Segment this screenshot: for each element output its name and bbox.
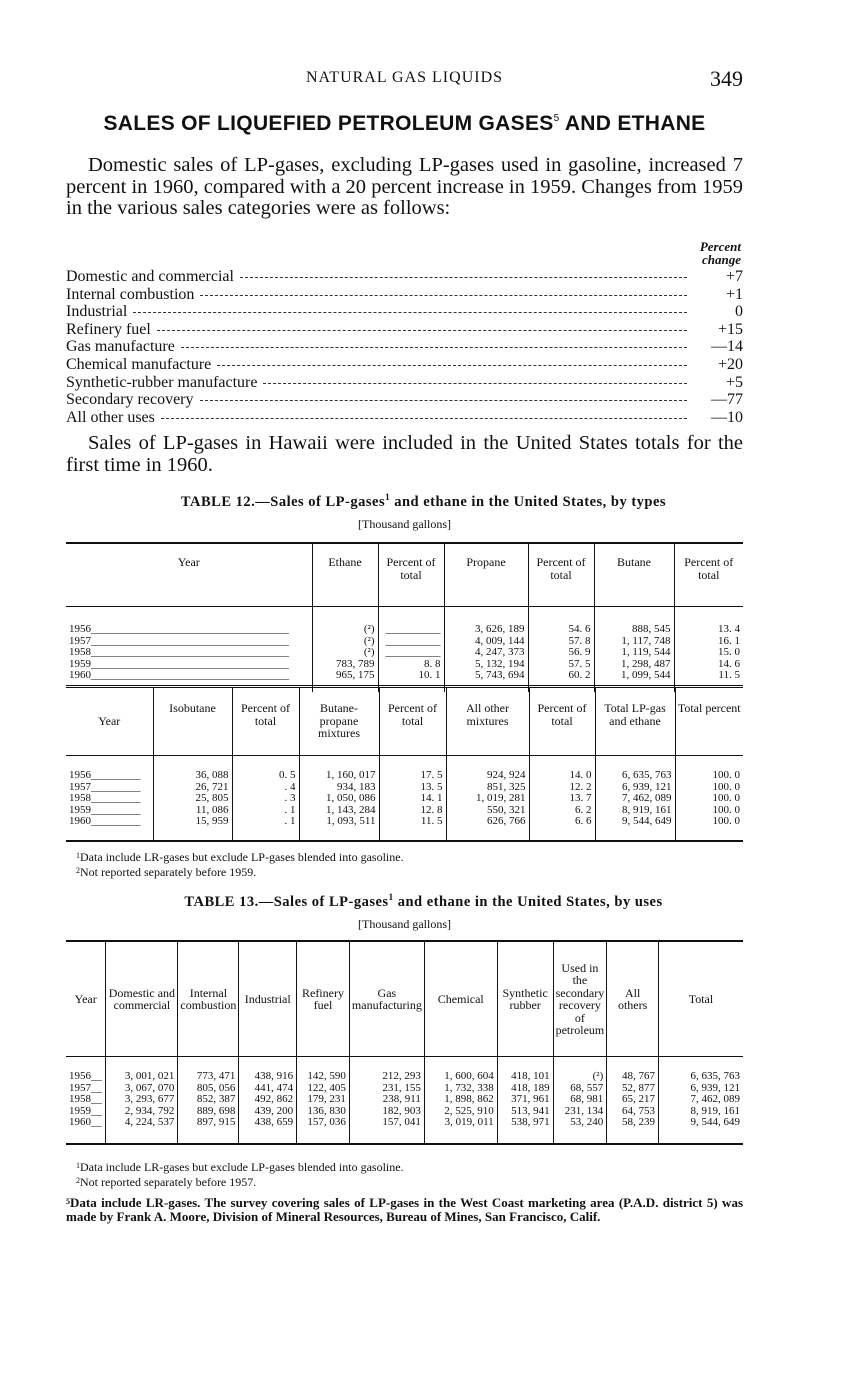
category-label: Internal combustion	[66, 285, 195, 303]
footnote-text: Not reported separately before 1959.	[80, 865, 257, 879]
percent-change-value: —10	[711, 408, 743, 426]
data-cell: 439, 200	[239, 1106, 297, 1118]
data-cell: 11. 5	[379, 816, 446, 841]
data-cell: 2, 525, 910	[424, 1106, 497, 1118]
category-label: Refinery fuel	[66, 320, 151, 338]
data-cell: 26, 721	[153, 782, 232, 794]
data-cell: (²)	[312, 647, 378, 659]
year-label: 1956	[69, 623, 91, 635]
data-cell: 1, 117, 748	[594, 636, 674, 648]
data-cell: 6. 2	[529, 805, 595, 817]
footnote-5-text: Data include LR-gases. The survey covering sales of LP-gases in the West Coast marketing area (P.A.D. district 5) was made by Frank A. Moore, Division of Mineral Resources, Bureau of Mines, San Francisco, Calif.	[66, 1195, 743, 1224]
data-cell: 54. 6	[528, 607, 594, 636]
column-header: Percent of total	[379, 687, 446, 756]
data-cell: 1, 732, 338	[424, 1083, 497, 1095]
column-header: Total	[658, 941, 743, 1057]
table-row	[66, 607, 743, 636]
data-cell: 3, 019, 011	[424, 1117, 497, 1144]
data-cell: 157, 041	[349, 1117, 424, 1144]
percent-change-value: +20	[717, 355, 743, 373]
year-cell	[66, 756, 153, 782]
data-cell: 14. 6	[674, 659, 743, 671]
data-cell: 4, 224, 537	[106, 1117, 178, 1144]
year-label: 1957	[69, 780, 91, 793]
data-cell: 212, 293	[349, 1057, 424, 1083]
percent-change-value: —14	[711, 338, 743, 356]
percent-change-row	[66, 391, 743, 409]
category-label: Industrial	[66, 303, 128, 321]
percent-change-value: +5	[725, 373, 743, 391]
data-cell: 805, 056	[178, 1083, 239, 1095]
footnote-text: Data include LR-gases but exclude LP-gases blended into gasoline.	[80, 850, 404, 864]
data-cell: 438, 916	[239, 1057, 297, 1083]
data-cell: 157, 036	[297, 1117, 350, 1144]
column-header: Industrial	[239, 941, 297, 1057]
percent-change-row	[66, 303, 743, 321]
data-cell: 238, 911	[349, 1094, 424, 1106]
data-cell: 438, 659	[239, 1117, 297, 1144]
footnote-5	[66, 1195, 743, 1223]
percent-change-row	[66, 268, 743, 286]
dash-leader: __________	[385, 646, 441, 658]
data-cell: 12. 2	[529, 782, 595, 794]
data-cell: 8, 919, 161	[658, 1106, 743, 1118]
data-cell: 65, 217	[607, 1094, 659, 1106]
year-label: 1957	[69, 1081, 91, 1094]
table-12-part2-body	[66, 756, 743, 841]
dot-leader: ____________________________________	[91, 623, 289, 635]
dot-leader	[161, 418, 687, 419]
table-row	[66, 1094, 743, 1106]
data-cell: 56. 9	[528, 647, 594, 659]
percent-change-value: 0	[735, 303, 743, 321]
data-cell: 57. 5	[528, 659, 594, 671]
table-13-title-pre: TABLE 13.—Sales of LP-gases	[184, 894, 389, 910]
data-cell: 888, 545	[594, 607, 674, 636]
dot-leader: __	[91, 1070, 102, 1082]
data-cell: 7, 462, 089	[595, 793, 675, 805]
percent-change-value: +15	[717, 320, 743, 338]
dash-leader: __________	[385, 623, 441, 635]
data-cell: 48, 767	[607, 1057, 659, 1083]
data-cell: 492, 862	[239, 1094, 297, 1106]
column-header: Butane-propane mixtures	[299, 687, 379, 756]
data-cell: 64, 753	[607, 1106, 659, 1118]
data-cell: 231, 134	[553, 1106, 607, 1118]
data-cell: 100. 0	[675, 816, 743, 841]
section-title-footnote-mark: 5	[553, 113, 560, 124]
column-header: Total LP-gas and ethane	[595, 687, 675, 756]
data-cell: 3, 626, 189	[444, 607, 528, 636]
data-cell: 4, 009, 144	[444, 636, 528, 648]
column-header: Percent of total	[232, 687, 299, 756]
year-label: 1959	[69, 803, 91, 816]
data-cell: 1, 099, 544	[594, 670, 674, 692]
dot-leader	[200, 295, 687, 296]
table-12-title-pre: TABLE 12.—Sales of LP-gases	[180, 494, 386, 510]
table-12-unit: [Thousand gallons]	[358, 517, 451, 531]
data-cell: 231, 155	[349, 1083, 424, 1095]
year-label: 1960	[69, 1116, 91, 1128]
year-label: 1958	[69, 1093, 91, 1105]
footnote	[76, 849, 743, 864]
data-cell: 1, 898, 862	[424, 1094, 497, 1106]
dot-leader: ____________________________________	[91, 669, 289, 681]
dot-leader: _________	[91, 803, 141, 816]
page-number: 349	[710, 66, 743, 91]
data-cell: (²)	[312, 636, 378, 648]
year-label: 1958	[69, 792, 91, 804]
data-cell: 1, 143, 284	[299, 805, 379, 817]
data-cell: 773, 471	[178, 1057, 239, 1083]
column-header: Percent of total	[528, 543, 594, 607]
data-cell	[378, 647, 444, 659]
section-title-tail: AND ETHANE	[564, 112, 706, 135]
column-header: Gas manufacturing	[349, 941, 424, 1057]
dot-leader: __	[91, 1116, 102, 1128]
data-cell: 15. 0	[674, 647, 743, 659]
data-cell: 14. 1	[379, 793, 446, 805]
percent-change-row	[66, 374, 743, 392]
data-cell: 60. 2	[528, 670, 594, 692]
data-cell: 3, 001, 021	[106, 1057, 178, 1083]
footnote	[76, 1159, 743, 1174]
column-header: Year	[66, 687, 153, 756]
category-label: Chemical manufacture	[66, 355, 212, 373]
column-header: All other mixtures	[446, 687, 529, 756]
dot-leader: ____________________________________	[91, 657, 289, 670]
table-12-title-post: and ethane in the United States, by types	[394, 494, 667, 510]
data-cell: 1, 119, 544	[594, 647, 674, 659]
table-12-part1-body	[66, 607, 743, 692]
data-cell: . 4	[232, 782, 299, 794]
data-cell: 6, 635, 763	[658, 1057, 743, 1083]
data-cell: 550, 321	[446, 805, 529, 817]
table-12-part2-header-row	[66, 687, 743, 756]
table-12-part1-header-row	[66, 543, 743, 607]
data-cell: 3, 293, 677	[106, 1094, 178, 1106]
data-cell: 1, 298, 487	[594, 659, 674, 671]
percent-change-header	[600, 240, 741, 266]
data-cell: 142, 590	[297, 1057, 350, 1083]
dot-leader	[200, 400, 688, 401]
data-cell: 626, 766	[446, 816, 529, 841]
percent-change-header-line1: Percent	[699, 239, 741, 254]
column-header: Synthetic rubber	[497, 941, 553, 1057]
percent-change-row	[66, 286, 743, 304]
data-cell: (²)	[312, 607, 378, 636]
footnote-mark: 1	[76, 851, 80, 860]
running-title: NATURAL GAS LIQUIDS	[305, 69, 504, 86]
data-cell: 25, 805	[153, 793, 232, 805]
dot-leader: _________	[91, 780, 141, 793]
data-cell: 783, 789	[312, 659, 378, 671]
data-cell: 924, 924	[446, 756, 529, 782]
data-cell: 52, 877	[607, 1083, 659, 1095]
intro-paragraph: Domestic sales of LP-gases, excluding LP-gases used in gasoline, increased 7 percent in 1960, compared with a 20 percent increase in 1959. Changes from 1959 in the various sales categories were as follows:	[66, 154, 743, 219]
percent-change-row	[66, 338, 743, 356]
column-header: Percent of total	[529, 687, 595, 756]
data-cell: 371, 961	[497, 1094, 553, 1106]
year-label: 1956	[69, 769, 91, 781]
dot-leader: __	[91, 1104, 102, 1117]
data-cell: 12. 8	[379, 805, 446, 817]
column-header: Isobutane	[153, 687, 232, 756]
data-cell: 11, 086	[153, 805, 232, 817]
table-13-body	[66, 1057, 743, 1144]
data-cell: 36, 088	[153, 756, 232, 782]
percent-change-value: +7	[725, 268, 743, 285]
data-cell: 11. 5	[674, 670, 743, 692]
data-cell: 889, 698	[178, 1106, 239, 1118]
data-cell: 122, 405	[297, 1083, 350, 1095]
year-label: 1958	[69, 646, 91, 658]
dot-leader	[263, 383, 687, 384]
year-label: 1957	[69, 634, 91, 647]
running-head	[66, 66, 743, 92]
footnote-mark: 2	[76, 1176, 80, 1185]
table-12-part1	[66, 542, 743, 692]
data-cell: 68, 557	[553, 1083, 607, 1095]
data-cell: 100. 0	[675, 793, 743, 805]
year-label: 1960	[69, 815, 91, 827]
footnote-mark: 1	[76, 1161, 80, 1170]
data-cell: 182, 903	[349, 1106, 424, 1118]
data-cell: 4, 247, 373	[444, 647, 528, 659]
column-header: Percent of total	[674, 543, 743, 607]
data-cell: 538, 971	[497, 1117, 553, 1144]
percent-change-value: —77	[711, 391, 743, 409]
column-header: Used in the secondary recovery of petroleum	[553, 941, 607, 1057]
dot-leader	[133, 312, 687, 313]
data-cell: 6. 6	[529, 816, 595, 841]
column-header: Total percent	[675, 687, 743, 756]
data-cell: 16. 1	[674, 636, 743, 648]
data-cell: 7, 462, 089	[658, 1094, 743, 1106]
data-cell: 100. 0	[675, 756, 743, 782]
year-cell	[66, 607, 312, 636]
data-cell: 441, 474	[239, 1083, 297, 1095]
table-12-part2	[66, 685, 743, 842]
data-cell: 934, 183	[299, 782, 379, 794]
data-cell: 9, 544, 649	[658, 1117, 743, 1144]
section-title	[66, 112, 743, 136]
data-cell: 418, 189	[497, 1083, 553, 1095]
data-cell: 418, 101	[497, 1057, 553, 1083]
percent-change-row	[66, 321, 743, 339]
data-cell: 10. 1	[378, 670, 444, 692]
dot-leader: _________	[91, 815, 141, 827]
column-header: All others	[607, 941, 659, 1057]
column-header: Percent of total	[378, 543, 444, 607]
column-header: Ethane	[312, 543, 378, 607]
category-label: All other uses	[66, 408, 155, 426]
data-cell: 68, 981	[553, 1094, 607, 1106]
dot-leader: _________	[91, 769, 141, 781]
percent-change-row	[66, 356, 743, 374]
data-cell: 851, 325	[446, 782, 529, 794]
data-cell: 14. 0	[529, 756, 595, 782]
data-cell: 0. 5	[232, 756, 299, 782]
dot-leader: ____________________________________	[91, 646, 289, 658]
year-label: 1960	[69, 669, 91, 681]
footnote	[76, 864, 743, 879]
data-cell: 9, 544, 649	[595, 816, 675, 841]
column-header: Domestic and commercial	[106, 941, 178, 1057]
category-label: Gas manufacture	[66, 338, 175, 356]
data-cell: 1, 160, 017	[299, 756, 379, 782]
table-row	[66, 1117, 743, 1144]
table-13-title-footnote-mark: 1	[388, 892, 394, 902]
dot-leader: __	[91, 1081, 102, 1094]
data-cell: 13. 4	[674, 607, 743, 636]
year-cell	[66, 1057, 106, 1083]
data-cell: 6, 939, 121	[658, 1083, 743, 1095]
footnote	[76, 1174, 743, 1189]
data-cell: 100. 0	[675, 805, 743, 817]
year-cell	[66, 816, 153, 841]
table-13-header-row	[66, 941, 743, 1057]
column-header: Year	[66, 941, 106, 1057]
dot-leader	[217, 365, 687, 366]
data-cell: . 3	[232, 793, 299, 805]
table-13-title	[66, 892, 781, 911]
data-cell: 17. 5	[379, 756, 446, 782]
year-label: 1959	[69, 1104, 91, 1117]
dash-leader: __________	[385, 634, 441, 647]
table-12-footnotes	[76, 849, 743, 879]
data-cell: (²)	[553, 1057, 607, 1083]
data-cell: 5, 743, 694	[444, 670, 528, 692]
hawaii-paragraph: Sales of LP-gases in Hawaii were included in the United States totals for the first time in 1960.	[66, 432, 743, 476]
data-cell: 136, 830	[297, 1106, 350, 1118]
table-row	[66, 756, 743, 782]
data-cell: 2, 934, 792	[106, 1106, 178, 1118]
dot-leader: _________	[91, 792, 141, 804]
table-12-title-footnote-mark: 1	[385, 492, 391, 502]
table-row	[66, 816, 743, 841]
data-cell: 58, 239	[607, 1117, 659, 1144]
table-row	[66, 793, 743, 805]
data-cell: 13. 7	[529, 793, 595, 805]
data-cell: 6, 939, 121	[595, 782, 675, 794]
footnote-text: Not reported separately before 1957.	[80, 1175, 257, 1189]
data-cell: 513, 941	[497, 1106, 553, 1118]
data-cell: 6, 635, 763	[595, 756, 675, 782]
year-cell	[66, 1117, 106, 1144]
column-header: Refinery fuel	[297, 941, 350, 1057]
column-header: Chemical	[424, 941, 497, 1057]
column-header: Propane	[444, 543, 528, 607]
column-header: Internal combustion	[178, 941, 239, 1057]
data-cell: 13. 5	[379, 782, 446, 794]
year-label: 1956	[69, 1070, 91, 1082]
percent-change-value: +1	[725, 285, 743, 303]
data-cell: 852, 387	[178, 1094, 239, 1106]
dot-leader	[157, 330, 687, 331]
data-cell: 179, 231	[297, 1094, 350, 1106]
column-header: Butane	[594, 543, 674, 607]
data-cell: 1, 019, 281	[446, 793, 529, 805]
footnote-5-mark: 5	[66, 1197, 70, 1206]
data-cell: 3, 067, 070	[106, 1083, 178, 1095]
table-13-unit: [Thousand gallons]	[358, 917, 451, 931]
dot-leader	[181, 347, 687, 348]
category-label: Synthetic-rubber manufacture	[66, 373, 258, 391]
data-cell: 5, 132, 194	[444, 659, 528, 671]
data-cell: 897, 915	[178, 1117, 239, 1144]
footnote-text: Data include LR-gases but exclude LP-gases blended into gasoline.	[80, 1160, 404, 1174]
dot-leader: __	[91, 1093, 102, 1105]
data-cell: . 1	[232, 816, 299, 841]
data-cell: 100. 0	[675, 782, 743, 794]
data-cell: 15, 959	[153, 816, 232, 841]
data-cell: . 1	[232, 805, 299, 817]
table-12-title	[66, 492, 781, 511]
dot-leader: ____________________________________	[91, 634, 289, 647]
data-cell: 53, 240	[553, 1117, 607, 1144]
data-cell: 8. 8	[378, 659, 444, 671]
dot-leader	[240, 277, 687, 278]
footnote-mark: 2	[76, 866, 80, 875]
data-cell: 1, 600, 604	[424, 1057, 497, 1083]
column-header: Year	[66, 543, 312, 607]
data-cell: 965, 175	[312, 670, 378, 692]
table-13-title-post: and ethane in the United States, by uses	[397, 894, 663, 910]
data-cell: 1, 093, 511	[299, 816, 379, 841]
table-13-footnotes	[76, 1159, 743, 1189]
table-13	[66, 940, 743, 1145]
data-cell: 1, 050, 086	[299, 793, 379, 805]
data-cell: 8, 919, 161	[595, 805, 675, 817]
year-label: 1959	[69, 657, 91, 670]
table-row	[66, 1057, 743, 1083]
percent-change-row	[66, 409, 743, 427]
section-title-text: SALES OF LIQUEFIED PETROLEUM GASES	[103, 112, 554, 135]
category-label: Secondary recovery	[66, 391, 194, 409]
category-label: Domestic and commercial	[66, 268, 234, 285]
data-cell	[378, 607, 444, 636]
data-cell: 57. 8	[528, 636, 594, 648]
percent-change-header-line2: change	[702, 252, 741, 267]
percent-change-list	[66, 268, 743, 426]
